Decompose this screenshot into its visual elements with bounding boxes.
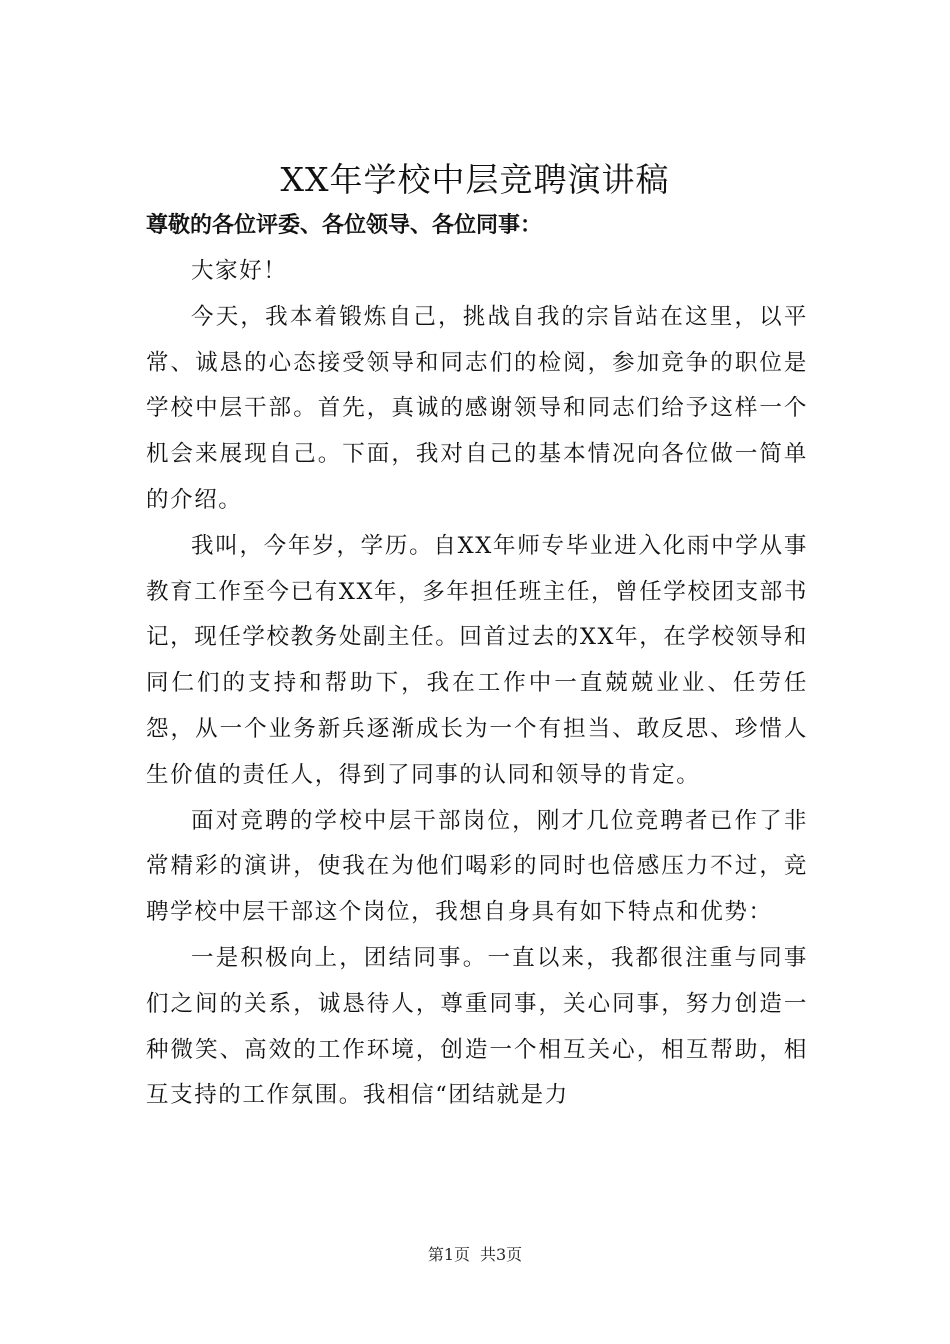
document-body: [146, 249, 808, 1119]
page-number: 第1页: [427, 1245, 470, 1264]
paragraph-first-strength: 一是积极向上，团结同事。一直以来，我都很注重与同事们之间的关系，诚恳待人，尊重同事，关心同事，努力创造一种微笑、高效的工作环境，创造一个相互关心，相互帮助，相互支持的工作氛围。我相信“团结就是力: [146, 944, 808, 1109]
salutation: 尊敬的各位评委、各位领导、各位同事：: [146, 212, 543, 238]
paragraph-greeting: 大家好！: [191, 258, 288, 284]
page-total: 共3页: [480, 1245, 523, 1264]
paragraph-introduction: 今天，我本着锻炼自己，挑战自我的宗旨站在这里，以平常、诚恳的心态接受领导和同志们的检阅，参加竞争的职位是学校中层干部。首先，真诚的感谢领导和同志们给予这样一个机会来展现自己。下面，我对自己的基本情况向各位做一简单的介绍。: [146, 303, 808, 513]
paragraph-strengths: 面对竞聘的学校中层干部岗位，刚才几位竞聘者已作了非常精彩的演讲，使我在为他们喝彩的同时也倍感压力不过，竞聘学校中层干部这个岗位，我想自身具有如下特点和优势：: [146, 807, 808, 926]
page-footer: [0, 1243, 950, 1267]
document-title: XX年学校中层竞聘演讲稿: [280, 160, 670, 200]
paragraph-background: 我叫，今年岁，学历。自XX年师专毕业进入化雨中学从事教育工作至今已有XX年，多年担任班主任，曾任学校团支部书记，现任学校教务处副主任。回首过去的XX年，在学校领导和同仁们的支持和帮助下，我在工作中一直兢兢业业、任劳任怨，从一个业务新兵逐渐成长为一个有担当、敢反思、珍惜人生价值的责任人，得到了同事的认同和领导的肯定。: [146, 532, 808, 788]
